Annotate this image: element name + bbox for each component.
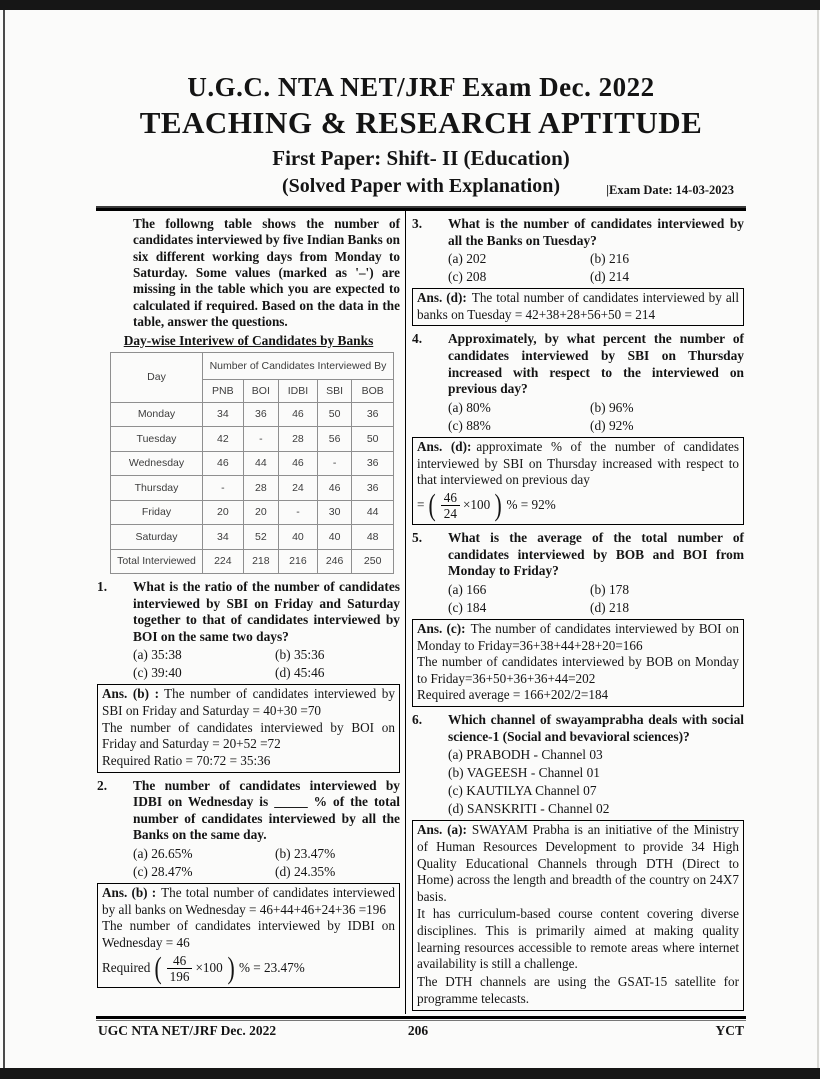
open-paren: ( (154, 950, 163, 986)
answer-label: Ans. (b) : (102, 686, 160, 702)
option-b: (b) 23.47% (275, 846, 336, 862)
bank-header: IDBI (279, 379, 318, 402)
option-d: (d) 218 (590, 599, 630, 615)
question-text: What is the average of the total number of candidates interviewed by BOB and BOI from Monday to Friday? (448, 530, 744, 579)
scan-right-border (817, 10, 819, 1068)
question-number: 4. (412, 331, 423, 347)
footer-book-title: UGC NTA NET/JRF Dec. 2022 (98, 1023, 277, 1039)
bank-header: PNB (203, 379, 244, 402)
table-cell: 20 (243, 500, 278, 525)
answer-label: Ans. (a): (417, 822, 467, 838)
question-2 (97, 778, 400, 880)
close-paren: ) (494, 487, 502, 523)
scan-left-border (3, 10, 5, 1068)
option-c: (c) 28.47% (133, 864, 193, 880)
question-number: 6. (412, 712, 423, 728)
option-d: (d) 214 (590, 269, 630, 285)
day-cell: Tuesday (111, 427, 203, 452)
question-1 (97, 579, 400, 681)
page-number: 206 (407, 1023, 429, 1039)
option-a: (a) 202 (448, 251, 487, 267)
answer-text: SWAYAM Prabha is an initiative of the Ministry of Human Resources Development to provide 34 High Quality Educational Channels through DTH (Direct to Home) across the length and breadth of the country on 24X7 basis. (417, 822, 739, 904)
answer-text: The number of candidates interviewed by SBI on Friday and Saturday = 40+30 =70 (102, 686, 395, 719)
formula-multiplier: ×100 (462, 497, 491, 513)
question-number: 5. (412, 530, 423, 546)
answer-box-3 (412, 288, 744, 326)
option-b: (b) 216 (590, 251, 630, 267)
table-cell: 36 (352, 402, 394, 427)
day-cell: Friday (111, 500, 203, 525)
question-text: What is the ratio of the number of candidates interviewed by SBI on Friday and Saturday together to that of candidates interviewed by BOI on the same two days? (133, 579, 400, 644)
bank-header: SBI (317, 379, 351, 402)
fraction-denominator: 196 (169, 968, 190, 984)
solved-paper-row (96, 175, 746, 199)
option-c: (c) KAUTILYA Channel 07 (448, 783, 597, 799)
day-cell: Monday (111, 402, 203, 427)
table-row (111, 476, 394, 501)
options-q5 (448, 582, 744, 616)
table-cell: 34 (203, 402, 244, 427)
fraction-numerator: 46 (167, 953, 193, 969)
question-number: 3. (412, 216, 423, 231)
footer-publisher: YCT (715, 1023, 744, 1039)
table-cell: - (203, 476, 244, 501)
table-row (111, 451, 394, 476)
formula-suffix: % = 92% (506, 497, 556, 513)
table-cell: 28 (243, 476, 278, 501)
solved-paper-label: (Solved Paper with Explanation) (282, 175, 560, 197)
bank-header: BOI (243, 379, 278, 402)
day-cell: Thursday (111, 476, 203, 501)
answer-text: The total number of candidates interviewed by all banks on Wednesday = 46+44+46+24+36 =196 (102, 885, 395, 917)
option-c: (c) 184 (448, 599, 487, 615)
table-cell: 48 (352, 525, 394, 550)
option-d: (d) 45:46 (275, 665, 325, 681)
answer-line (102, 686, 395, 719)
answer-label: Ans. (d): (417, 290, 467, 306)
table-cell: 42 (203, 427, 244, 452)
bank-header: BOB (352, 379, 394, 402)
table-cell: 44 (243, 451, 278, 476)
question-number: 2. (97, 777, 108, 793)
table-cell: 46 (279, 402, 318, 427)
formula-multiplier: ×100 (195, 959, 223, 975)
answer-line (102, 885, 395, 918)
close-paren: ) (227, 950, 235, 986)
scan-bottom-border (0, 1068, 820, 1079)
fraction (167, 953, 193, 984)
table-cell: - (279, 500, 318, 525)
table-cell: 20 (203, 500, 244, 525)
table-cell: - (317, 451, 351, 476)
answer-text: The total number of candidates interviewed by all banks on Tuesday = 42+38+28+56+50 = 214 (417, 290, 740, 322)
table-cell: - (243, 427, 278, 452)
table-cell: 50 (317, 402, 351, 427)
option-a: (a) PRABODH - Channel 03 (448, 747, 603, 763)
answer-box-6 (412, 820, 744, 1011)
answer-box-2 (97, 883, 400, 988)
table-cell: 34 (203, 525, 244, 550)
answer-line: The number of candidates interviewed by IDBI on Wednesday = 46 (102, 918, 395, 950)
table-cell: 46 (203, 451, 244, 476)
question-text: What is the number of candidates interviewed by all the Banks on Tuesday? (448, 216, 744, 248)
answer-line: Required average = 166+202/2=184 (417, 687, 609, 703)
option-c: (c) 39:40 (133, 665, 182, 681)
option-b: (b) VAGEESH - Channel 01 (448, 765, 600, 781)
option-b: (b) 178 (590, 581, 630, 597)
answer-box-5 (412, 619, 744, 707)
option-a: (a) 26.65% (133, 846, 193, 862)
option-a: (a) 80% (448, 399, 491, 415)
answer-line: Required Ratio = 70:72 = 35:36 (102, 752, 271, 768)
options-q2 (133, 846, 400, 880)
table-cell: 250 (352, 549, 394, 574)
table-cell: 24 (279, 476, 318, 501)
exam-date: |Exam Date: 14-03-2023 (606, 183, 734, 197)
table-row (111, 525, 394, 550)
page-footer (96, 1021, 746, 1039)
table-cell: 36 (352, 451, 394, 476)
table-cell: 46 (279, 451, 318, 476)
table-cell: 218 (243, 549, 278, 574)
paper-shift-title: First Paper: Shift- II (Education) (272, 146, 570, 170)
options-q1 (133, 647, 400, 681)
option-d: (d) 24.35% (275, 864, 336, 880)
formula-prefix: Required (102, 959, 151, 975)
question-number: 1. (97, 579, 108, 595)
formula-prefix: = (417, 497, 425, 513)
answer-label: Ans. (d): (417, 438, 472, 454)
table-cell: 28 (279, 427, 318, 452)
table-cell: 224 (203, 549, 244, 574)
question-6 (412, 712, 744, 817)
question-text: The number of candidates interviewed by IDBI on Wednesday is _____ % of the total number of candidates interviewed by all the Banks on the same day. (133, 777, 400, 843)
option-c: (c) 208 (448, 269, 487, 285)
answer-paragraph (417, 822, 739, 905)
table-cell: 52 (243, 525, 278, 550)
answer-text: approximate % of the number of candidates interviewed by SBI on Thursday increased with respect to that interviewed on previous day (417, 438, 740, 488)
table-row (111, 402, 394, 427)
table-cell: 46 (317, 476, 351, 501)
page-content (96, 0, 746, 1039)
table-cell: 246 (317, 549, 351, 574)
table-cell: 44 (352, 500, 394, 525)
table-cell: 36 (243, 402, 278, 427)
answer-box-1 (97, 684, 400, 772)
answer-line (417, 621, 739, 654)
day-column-header: Day (111, 352, 203, 402)
option-c: (c) 88% (448, 417, 491, 433)
question-text: Approximately, by what percent the number of candidates interviewed by SBI on Thursday increased with respect to the interviewed on previous day? (448, 331, 744, 397)
answer-label: Ans. (b) : (102, 885, 157, 901)
left-column (96, 211, 405, 1014)
answer-text: The number of candidates interviewed by BOI on Monday to Friday=36+38+44+28+20=166 (417, 620, 739, 653)
option-d: (d) SANSKRITI - Channel 02 (448, 801, 610, 817)
answer-formula (102, 950, 395, 986)
fraction (441, 490, 460, 521)
question-4 (412, 331, 744, 433)
scan-top-border (0, 0, 820, 10)
table-row (111, 549, 394, 574)
subject-title: TEACHING & RESEARCH APTITUDE (139, 105, 703, 140)
table-title: Day-wise Interivew of Candidates by Banks (123, 332, 374, 348)
question-3 (412, 216, 744, 285)
page-header (96, 72, 746, 199)
option-a: (a) 166 (448, 581, 487, 597)
fraction-numerator: 46 (441, 490, 460, 506)
group-column-header: Number of Candidates Interviewed By (203, 352, 394, 379)
open-paren: ( (428, 487, 437, 523)
fraction-denominator: 24 (443, 505, 457, 521)
table-cell: 40 (279, 525, 318, 550)
table-row (111, 500, 394, 525)
intro-paragraph: The followng table shows the number of candidates interviewed by five Indian Banks on six different working days from Monday to Saturday. Some values (marked as '–') are missing in the table which you are expected to calculated if required. Based on the data in the table, answer the questions. (133, 216, 400, 330)
day-cell: Wednesday (111, 451, 203, 476)
formula-suffix: % = 23.47% (239, 959, 305, 975)
candidates-table (110, 352, 394, 575)
table-header-row (111, 352, 394, 379)
answer-formula (417, 487, 739, 523)
table-row (111, 427, 394, 452)
option-a: (a) 35:38 (133, 647, 182, 663)
answer-line: The number of candidates interviewed by BOI on Friday and Saturday = 20+52 =72 (102, 719, 395, 752)
question-text: Which channel of swayamprabha deals with social science-1 (Social and bevavioral sciences)? (448, 712, 744, 744)
option-b: (b) 35:36 (275, 647, 325, 663)
answer-paragraph: It has curriculum-based course content covering diverse disciplines. This is primarily aimed at making quality learning resources accessible to remote areas where internet availability is still a challenge. (417, 906, 739, 972)
table-cell: 50 (352, 427, 394, 452)
answer-line: The number of candidates interviewed by BOB on Monday to Friday=36+50+36+36+44=202 (417, 654, 739, 686)
table-cell: 216 (279, 549, 318, 574)
table-cell: 40 (317, 525, 351, 550)
option-b: (b) 96% (590, 399, 634, 415)
answer-label: Ans. (c): (417, 620, 466, 636)
answer-paragraph: The DTH channels are using the GSAT-15 satellite for programme telecasts. (417, 973, 739, 1006)
options-q4 (448, 400, 744, 434)
answer-line (417, 290, 739, 323)
table-cell: 36 (352, 476, 394, 501)
day-cell: Total Interviewed (111, 549, 203, 574)
table-cell: 30 (317, 500, 351, 525)
right-column (405, 211, 746, 1014)
table-cell: 56 (317, 427, 351, 452)
answer-line (417, 439, 739, 489)
answer-box-4 (412, 437, 744, 525)
question-5 (412, 530, 744, 616)
options-q6 (448, 747, 744, 817)
options-q3 (448, 251, 744, 285)
day-cell: Saturday (111, 525, 203, 550)
option-d: (d) 92% (590, 417, 634, 433)
two-column-body (96, 211, 746, 1014)
exam-title: U.G.C. NTA NET/JRF Exam Dec. 2022 (187, 72, 655, 102)
